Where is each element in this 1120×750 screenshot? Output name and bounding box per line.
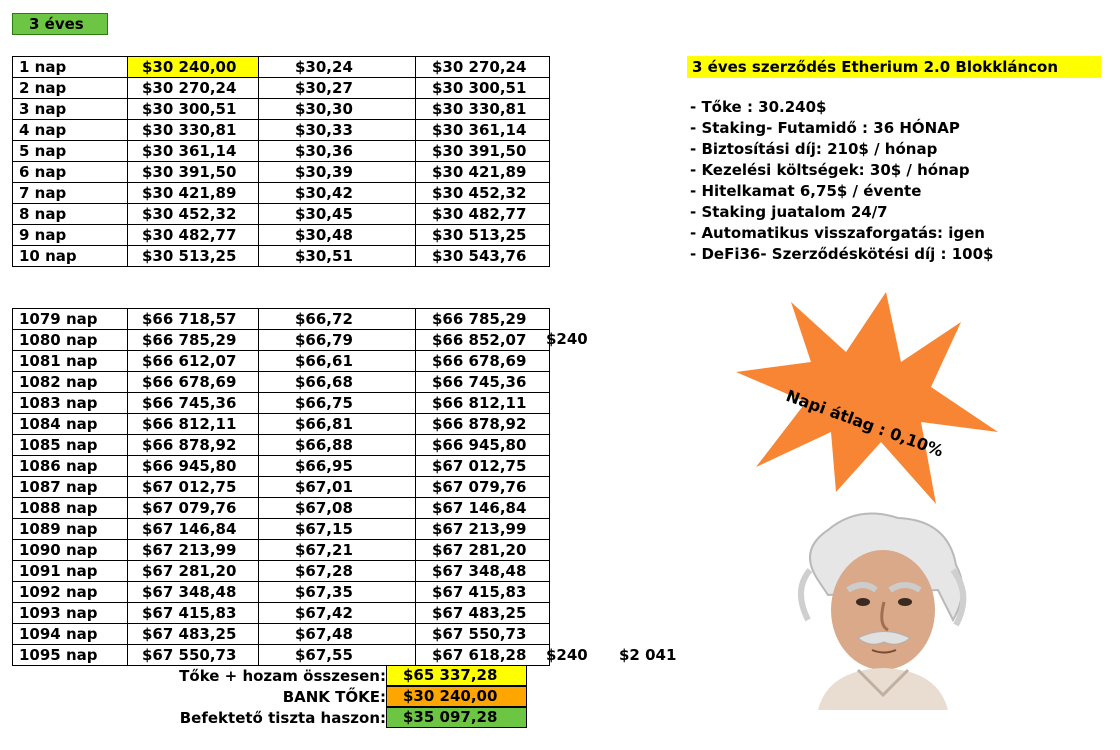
day-cell: 1087 nap [13,477,128,498]
table-row [13,78,550,99]
day-cell: 1081 nap [13,351,128,372]
start-balance-cell: $67 012,75 [128,477,259,498]
starburst-icon [736,292,998,504]
end-balance-cell: $30 391,50 [416,141,550,162]
daily-yield-cell: $66,81 [259,414,416,435]
end-balance-cell: $67 415,83 [416,582,550,603]
table-row [13,57,550,78]
start-balance-cell: $30 270,24 [128,78,259,99]
day-cell: 1089 nap [13,519,128,540]
end-balance-cell: $30 452,32 [416,183,550,204]
daily-yield-cell: $30,24 [259,57,416,78]
detail-item: - Staking juatalom 24/7 [690,203,888,221]
start-balance-cell: $66 612,07 [128,351,259,372]
table-row [13,330,550,351]
start-balance-cell: $30 391,50 [128,162,259,183]
daily-yield-cell: $30,33 [259,120,416,141]
table-row [13,435,550,456]
daily-yield-cell: $66,95 [259,456,416,477]
end-balance-cell: $67 146,84 [416,498,550,519]
daily-yield-cell: $67,55 [259,645,416,666]
daily-yield-cell: $67,28 [259,561,416,582]
daily-yield-cell: $67,48 [259,624,416,645]
start-balance-cell: $66 678,69 [128,372,259,393]
start-balance-cell: $67 281,20 [128,561,259,582]
end-balance-cell: $67 618,28 [416,645,550,666]
day-cell: 1082 nap [13,372,128,393]
daily-yield-cell: $30,39 [259,162,416,183]
day-cell: 9 nap [13,225,128,246]
end-balance-cell: $67 079,76 [416,477,550,498]
day-cell: 1094 nap [13,624,128,645]
daily-yield-cell: $30,42 [259,183,416,204]
total-label: Tőke + hozam összesen: [179,667,386,685]
table-row [13,225,550,246]
table-row [13,141,550,162]
day-cell: 1 nap [13,57,128,78]
table-row [13,540,550,561]
end-balance-cell: $30 300,51 [416,78,550,99]
day-cell: 10 nap [13,246,128,267]
start-balance-cell: $66 745,36 [128,393,259,414]
daily-yield-cell: $67,01 [259,477,416,498]
end-balance-cell: $30 330,81 [416,99,550,120]
start-balance-cell: $30 513,25 [128,246,259,267]
start-balance-cell: $67 348,48 [128,582,259,603]
end-balance-cell: $66 812,11 [416,393,550,414]
day-cell: 1088 nap [13,498,128,519]
first-days-table [12,56,550,267]
end-balance-cell: $66 878,92 [416,414,550,435]
day-cell: 1079 nap [13,309,128,330]
day-cell: 1091 nap [13,561,128,582]
table-row [13,183,550,204]
day-cell: 6 nap [13,162,128,183]
detail-item: - Staking- Futamidő : 36 HÓNAP [690,119,960,137]
day-cell: 7 nap [13,183,128,204]
end-balance-cell: $66 852,07 [416,330,550,351]
start-balance-cell: $30 482,77 [128,225,259,246]
end-balance-cell: $30 543,76 [416,246,550,267]
start-balance-cell: $67 415,83 [128,603,259,624]
term-tag: 3 éves [12,13,108,35]
daily-average-badge: Napi átlag : 0,10% [783,386,946,461]
start-balance-cell: $67 550,73 [128,645,259,666]
end-balance-cell: $30 482,77 [416,204,550,225]
day-cell: 1092 nap [13,582,128,603]
end-balance-cell: $67 012,75 [416,456,550,477]
detail-item: - Automatikus visszaforgatás: igen [690,224,985,242]
elderly-man-portrait [788,510,972,710]
bank-label: BANK TŐKE: [282,688,386,706]
table-row [13,498,550,519]
end-balance-cell: $66 785,29 [416,309,550,330]
day-cell: 8 nap [13,204,128,225]
daily-yield-cell: $67,21 [259,540,416,561]
end-balance-cell: $30 513,25 [416,225,550,246]
start-balance-cell: $67 079,76 [128,498,259,519]
end-balance-cell: $67 483,25 [416,603,550,624]
table-row [13,246,550,267]
daily-yield-cell: $67,15 [259,519,416,540]
daily-yield-cell: $67,08 [259,498,416,519]
detail-item: - Kezelési költségek: 30$ / hónap [690,161,970,179]
daily-yield-cell: $67,42 [259,603,416,624]
profit-value: $35 097,28 [386,707,527,728]
last-days-table [12,308,550,666]
table-row [13,414,550,435]
daily-yield-cell: $30,45 [259,204,416,225]
table-row [13,582,550,603]
table-row [13,372,550,393]
table-row [13,477,550,498]
start-balance-cell: $66 812,11 [128,414,259,435]
start-balance-cell: $67 146,84 [128,519,259,540]
day-cell: 1086 nap [13,456,128,477]
end-balance-cell: $30 361,14 [416,120,550,141]
day-cell: 1093 nap [13,603,128,624]
end-balance-cell: $66 678,69 [416,351,550,372]
detail-item: - Hitelkamat 6,75$ / évente [690,182,922,200]
start-balance-cell: $67 213,99 [128,540,259,561]
daily-yield-cell: $30,48 [259,225,416,246]
end-balance-cell: $66 945,80 [416,435,550,456]
daily-yield-cell: $66,68 [259,372,416,393]
end-balance-cell: $30 270,24 [416,57,550,78]
end-balance-cell: $30 421,89 [416,162,550,183]
side-note-1095-b: $2 041 [619,646,677,664]
start-balance-cell: $30 240,00 [128,57,259,78]
table-row [13,99,550,120]
daily-yield-cell: $66,75 [259,393,416,414]
daily-yield-cell: $30,36 [259,141,416,162]
end-balance-cell: $66 745,36 [416,372,550,393]
day-cell: 1095 nap [13,645,128,666]
start-balance-cell: $66 945,80 [128,456,259,477]
start-balance-cell: $30 330,81 [128,120,259,141]
end-balance-cell: $67 550,73 [416,624,550,645]
detail-item: - Tőke : 30.240$ [690,98,827,116]
daily-yield-cell: $66,88 [259,435,416,456]
day-cell: 3 nap [13,99,128,120]
end-balance-cell: $67 281,20 [416,540,550,561]
daily-yield-cell: $66,79 [259,330,416,351]
table-row [13,393,550,414]
daily-yield-cell: $66,72 [259,309,416,330]
table-row [13,519,550,540]
day-cell: 2 nap [13,78,128,99]
end-balance-cell: $67 213,99 [416,519,550,540]
bank-value: $30 240,00 [386,686,527,707]
day-cell: 5 nap [13,141,128,162]
start-balance-cell: $30 421,89 [128,183,259,204]
table-row [13,120,550,141]
day-cell: 1080 nap [13,330,128,351]
table-row [13,351,550,372]
daily-yield-cell: $67,35 [259,582,416,603]
total-value: $65 337,28 [386,665,527,686]
detail-item: - DeFi36- Szerződéskötési díj : 100$ [690,245,994,263]
table-row [13,309,550,330]
detail-item: - Biztosítási díj: 210$ / hónap [690,140,938,158]
day-cell: 1083 nap [13,393,128,414]
side-note-1080: $240 [546,330,588,348]
contract-title: 3 éves szerződés Etherium 2.0 Blokkláncon [687,56,1101,78]
daily-yield-cell: $66,61 [259,351,416,372]
table-row [13,162,550,183]
contract-details [690,97,994,265]
table-row [13,603,550,624]
table-row [13,561,550,582]
table-row [13,456,550,477]
start-balance-cell: $30 361,14 [128,141,259,162]
table-row [13,624,550,645]
daily-yield-cell: $30,30 [259,99,416,120]
daily-yield-cell: $30,27 [259,78,416,99]
day-cell: 4 nap [13,120,128,141]
start-balance-cell: $66 878,92 [128,435,259,456]
side-note-1095-a: $240 [546,646,588,664]
start-balance-cell: $30 300,51 [128,99,259,120]
start-balance-cell: $67 483,25 [128,624,259,645]
table-row [13,645,550,666]
profit-label: Befektető tiszta haszon: [179,709,386,727]
day-cell: 1084 nap [13,414,128,435]
start-balance-cell: $30 452,32 [128,204,259,225]
day-cell: 1090 nap [13,540,128,561]
end-balance-cell: $67 348,48 [416,561,550,582]
daily-yield-cell: $30,51 [259,246,416,267]
table-row [13,204,550,225]
day-cell: 1085 nap [13,435,128,456]
start-balance-cell: $66 718,57 [128,309,259,330]
start-balance-cell: $66 785,29 [128,330,259,351]
